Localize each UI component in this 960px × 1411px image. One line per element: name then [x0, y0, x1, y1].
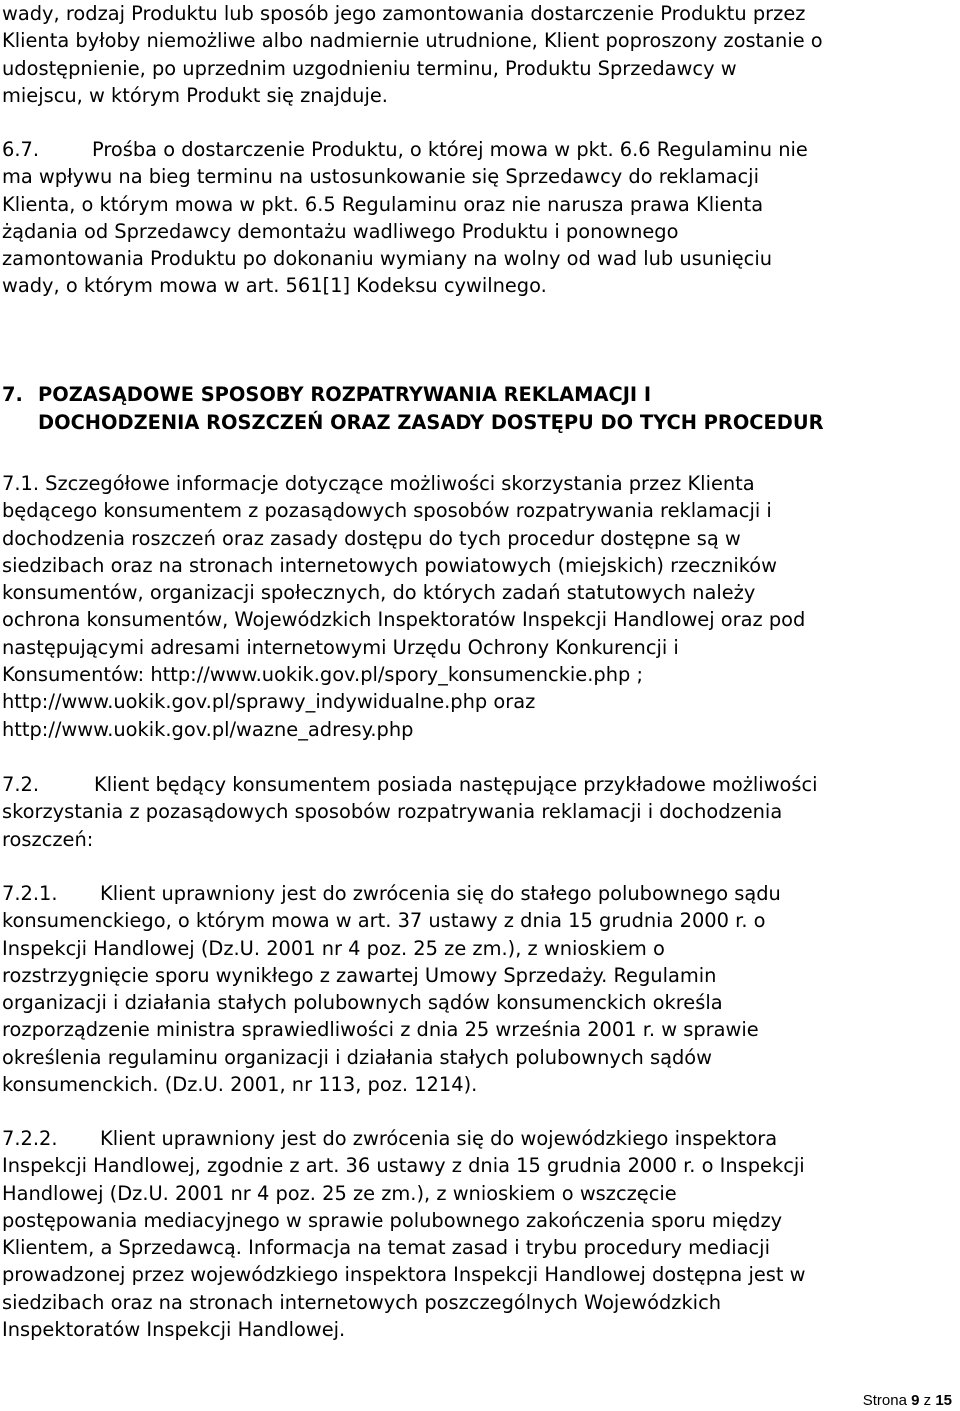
- clause-number: 7.2.2.: [2, 1127, 58, 1150]
- paragraph-7-2-2: [2, 1125, 954, 1343]
- text-line: dochodzenia roszczeń oraz zasady dostępu do tych procedur dostępne są w: [2, 526, 741, 550]
- text-line: ma wpływu na bieg terminu na ustosunkowanie się Sprzedawcy do reklamacji: [2, 165, 759, 189]
- text-line: konsumenckich. (Dz.U. 2001, nr 113, poz. 1214).: [2, 1073, 478, 1097]
- text-line: http://www.uokik.gov.pl/wazne_adresy.php: [2, 717, 414, 741]
- text-line: Klient uprawniony jest do zwrócenia się do wojewódzkiego inspektora: [100, 1127, 778, 1150]
- text-line: siedzibach oraz na stronach internetowych poszczególnych Wojewódzkich: [2, 1290, 722, 1314]
- clause-number: 7.2.: [2, 773, 40, 796]
- total-pages: 15: [935, 1392, 952, 1409]
- text-line: konsumentów, organizacji społecznych, do których zadań statutowych należy: [2, 581, 756, 605]
- section-title-line: DOCHODZENIA ROSZCZEŃ ORAZ ZASADY DOSTĘPU DO TYCH PROCEDUR: [38, 411, 824, 434]
- text-line: Klient będący konsumentem posiada następujące przykładowe możliwości: [94, 773, 818, 796]
- text-line: 7.1. Szczegółowe informacje dotyczące możliwości skorzystania przez Klienta: [2, 472, 755, 495]
- clause-number: 7.2.1.: [2, 882, 58, 905]
- section-heading: [0, 381, 960, 437]
- text-line: http://www.uokik.gov.pl/sprawy_indywidualne.php oraz: [2, 690, 536, 714]
- clause-number: 6.7.: [2, 138, 40, 161]
- current-page: 9: [911, 1392, 920, 1409]
- text-line: siedzibach oraz na stronach internetowych powiatowych (miejskich) rzeczników: [2, 553, 777, 577]
- text-line: Inspektoratów Inspekcji Handlowej.: [2, 1318, 346, 1342]
- text-line: określenia regulaminu organizacji i działania stałych polubownych sądów: [2, 1045, 712, 1069]
- text-line: Prośba o dostarczenie Produktu, o której mowa w pkt. 6.6 Regulaminu nie: [92, 138, 808, 161]
- text-line: Inspekcji Handlowej (Dz.U. 2001 nr 4 poz. 25 ze zm.), z wnioskiem o: [2, 936, 665, 960]
- paragraph-6-7: [2, 136, 954, 300]
- section-title-line: POZASĄDOWE SPOSOBY ROZPATRYWANIA REKLAMACJI I: [38, 383, 652, 406]
- text-line: roszczeń:: [2, 827, 94, 851]
- text-line: ochrona konsumentów, Wojewódzkich Inspektoratów Inspekcji Handlowej oraz pod: [2, 608, 806, 632]
- text-line: prowadzonej przez wojewódzkiego inspektora Inspekcji Handlowej dostępna jest w: [2, 1263, 806, 1287]
- page-label: Strona: [862, 1392, 907, 1409]
- text-line: Handlowej (Dz.U. 2001 nr 4 poz. 25 ze zm.), z wnioskiem o wszczęcie: [2, 1181, 677, 1205]
- paragraph-7-1: [2, 470, 954, 743]
- paragraph-7-2: [2, 771, 954, 853]
- text-line: miejscu, w którym Produkt się znajduje.: [2, 83, 388, 107]
- text-line: Klienta, o którym mowa w pkt. 6.5 Regulaminu oraz nie narusza prawa Klienta: [2, 192, 764, 216]
- text-line: wady, rodzaj Produktu lub sposób jego zamontowania dostarczenie Produktu przez: [2, 2, 806, 25]
- text-line: postępowania mediacyjnego w sprawie polubownego zakończenia sporu między: [2, 1208, 783, 1232]
- intro-paragraph: [2, 0, 954, 109]
- text-line: zamontowania Produktu po dokonaniu wymiany na wolny od wad lub usunięciu: [2, 247, 773, 271]
- text-line: Klient uprawniony jest do zwrócenia się do stałego polubownego sądu: [100, 882, 781, 905]
- text-line: rozstrzygnięcie sporu wynikłego z zawartej Umowy Sprzedaży. Regulamin: [2, 963, 717, 987]
- text-line: skorzystania z pozasądowych sposobów rozpatrywania reklamacji i dochodzenia: [2, 800, 783, 824]
- page-separator: z: [923, 1392, 932, 1409]
- paragraph-7-2-1: [2, 880, 954, 1098]
- section-number: 7.: [2, 383, 23, 406]
- text-line: konsumenckiego, o którym mowa w art. 37 ustawy z dnia 15 grudnia 2000 r. o: [2, 909, 766, 933]
- text-line: Klienta byłoby niemożliwe albo nadmiernie utrudnione, Klient poproszony zostanie o: [2, 29, 823, 53]
- text-line: organizacji i działania stałych polubownych sądów konsumenckich określa: [2, 991, 723, 1015]
- text-line: wady, o którym mowa w art. 561[1] Kodeksu cywilnego.: [2, 274, 547, 298]
- text-line: żądania od Sprzedawcy demontażu wadliwego Produktu i ponownego: [2, 219, 679, 243]
- text-line: Klientem, a Sprzedawcą. Informacja na temat zasad i trybu procedury mediacji: [2, 1236, 770, 1260]
- text-line: udostępnienie, po uprzednim uzgodnieniu terminu, Produktu Sprzedawcy w: [2, 56, 737, 80]
- text-line: Konsumentów: http://www.uokik.gov.pl/spory_konsumenckie.php ;: [2, 663, 644, 687]
- text-line: następującymi adresami internetowymi Urzędu Ochrony Konkurencji i: [2, 635, 679, 659]
- text-line: Inspekcji Handlowej, zgodnie z art. 36 ustawy z dnia 15 grudnia 2000 r. o Inspekcji: [2, 1154, 805, 1178]
- text-line: rozporządzenie ministra sprawiedliwości z dnia 25 września 2001 r. w sprawie: [2, 1018, 759, 1042]
- page-number-footer: [863, 1392, 952, 1410]
- text-line: będącego konsumentem z pozasądowych sposobów rozpatrywania reklamacji i: [2, 499, 772, 523]
